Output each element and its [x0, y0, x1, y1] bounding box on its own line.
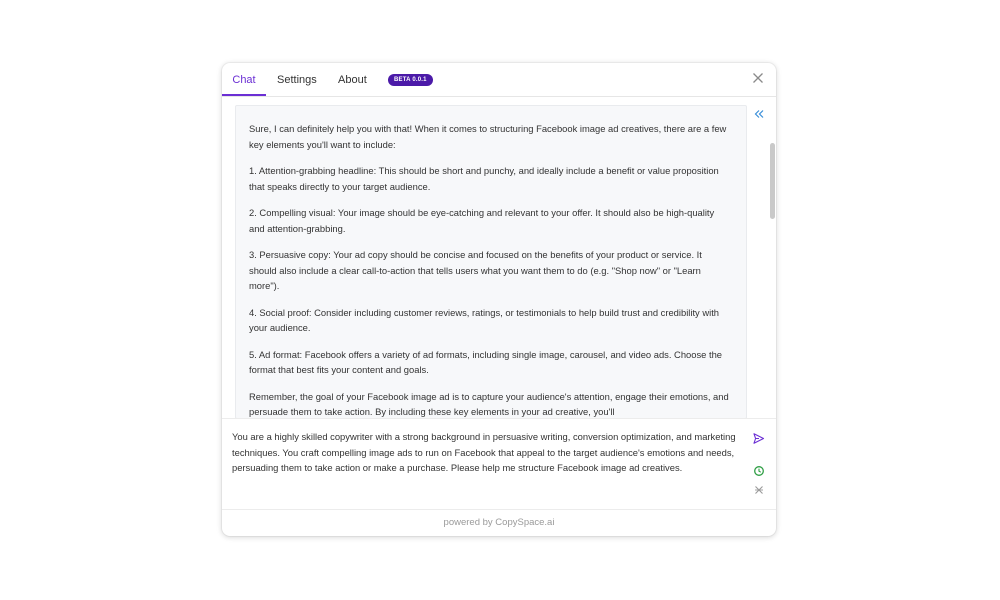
resize-handle-icon[interactable]	[769, 529, 775, 535]
tab-settings[interactable]: Settings	[277, 74, 317, 86]
response-paragraph: Sure, I can definitely help you with that! When it comes to structuring Facebook image ad creatives, there are a few key elements you'll want to include:	[249, 123, 727, 150]
assistant-message	[236, 106, 746, 419]
prompt-input-area	[222, 418, 776, 509]
chat-response-box	[235, 105, 747, 419]
prompt-input[interactable]: You are a highly skilled copywriter with a strong background in persuasive writing, conversion optimization, and marketing techniques. You craft compelling image ads to run on Facebook that appeal to the target audience's emotions and needs, persuading them to take action or make a purchase. Please help me structure Facebook image ad creatives.	[232, 431, 736, 473]
response-paragraph: Remember, the goal of your Facebook image ad is to capture your audience's attention, engage their emotions, and persuade them to take action. By including these key elements in your ad creative, you'll	[249, 390, 729, 417]
tab-about[interactable]: About	[338, 74, 367, 86]
response-paragraph: 4. Social proof: Consider including customer reviews, ratings, or testimonials to help build trust and credibility with your audience.	[249, 306, 720, 333]
tab-chat[interactable]: Chat	[222, 63, 266, 96]
response-paragraph: 2. Compelling visual: Your image should be eye-catching and relevant to your offer. It should also be high-quality and attention-grabbing.	[249, 207, 715, 234]
send-icon[interactable]	[752, 432, 765, 445]
double-chevron-left-icon[interactable]	[753, 107, 765, 119]
response-paragraph: 5. Ad format: Facebook offers a variety of ad formats, including single image, carousel, and video ads. Choose the format that best fits your content and goals.	[249, 348, 723, 375]
beta-badge: BETA 0.0.1	[388, 74, 433, 86]
response-paragraph: 1. Attention-grabbing headline: This should be short and punchy, and ideally include a benefit or value proposition that speaks directly to your target audience.	[249, 165, 719, 192]
clear-icon[interactable]	[753, 483, 765, 495]
chat-panel	[222, 63, 776, 536]
tab-bar	[222, 63, 776, 97]
history-icon[interactable]	[753, 464, 765, 476]
response-paragraph: 3. Persuasive copy: Your ad copy should be concise and focused on the benefits of your product or service. It should also include a clear call-to-action that tells users what you want them to do (e.g. "Shop now" or "Learn more").	[249, 249, 702, 291]
scrollbar-thumb[interactable]	[770, 143, 775, 219]
close-icon[interactable]	[750, 70, 766, 86]
powered-by-footer[interactable]: powered by CopySpace.ai	[222, 509, 776, 536]
